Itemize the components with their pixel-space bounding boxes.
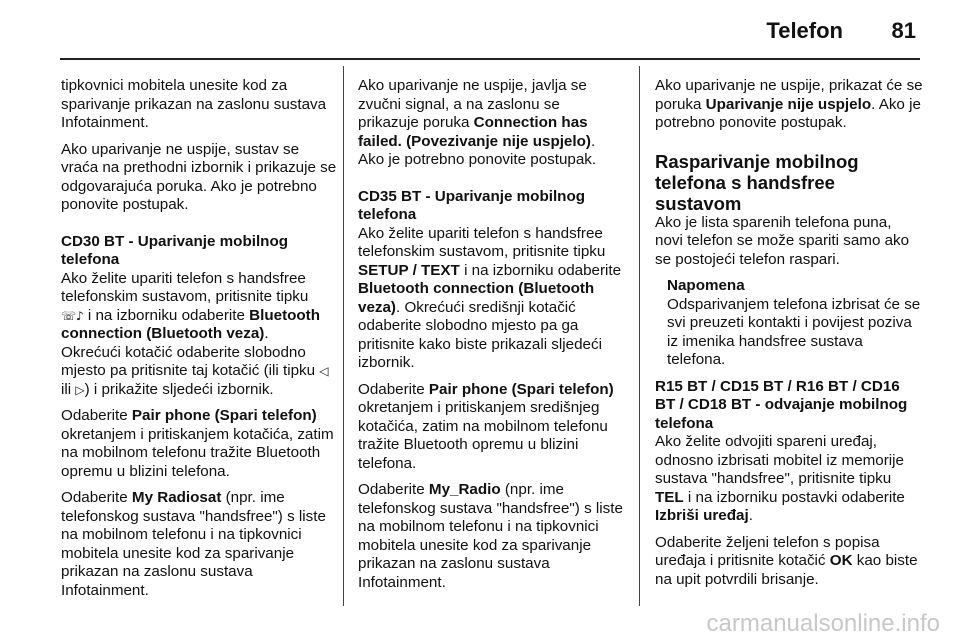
paragraph	[655, 433, 923, 526]
column-2	[358, 77, 624, 600]
text: Odaberite	[358, 481, 429, 498]
text: Odaberite	[358, 380, 429, 398]
section-heading: CD30 BT - Uparivanje mobilnog telefona	[61, 232, 288, 268]
text: Okrećući kotačić odaberite slobodno mjesto pa pritisnite taj kotačić (ili tipku	[61, 343, 320, 379]
column-1	[61, 77, 340, 608]
device-name: My Radiosat	[131, 489, 222, 506]
note-box	[655, 277, 923, 370]
column-3	[655, 77, 923, 597]
menu-item-name: Bluetooth connection (Bluetooth veza)	[358, 280, 595, 316]
text: Odaberite željeni telefon s popisa uređaja i pritisnite kotačić	[655, 533, 880, 569]
button-name: OK	[829, 552, 853, 569]
arrow-left-icon: ◁	[319, 364, 329, 378]
header-divider	[60, 58, 920, 60]
text: Ako želite upariti telefon s handsfree telefonskim sustavom, pritisnite tipku	[358, 224, 606, 260]
paragraph	[655, 77, 923, 133]
text: (npr. ime telefonskog sustava "handsfree") s liste na mobilnom telefonu i na tipkovnici mobitela unesite kod za sparivanje prikazan na zaslonu sustava Infotainment.	[61, 489, 326, 599]
device-name: My_Radio	[428, 481, 501, 498]
button-name: TEL	[655, 488, 684, 506]
paragraph	[358, 77, 624, 170]
text: Odaberite	[61, 489, 132, 506]
paragraph: tipkovnici mobitela unesite kod za sparivanje prikazan na zaslonu sustava Infotainment.	[61, 77, 327, 131]
text: Ako uparivanje ne uspije, prikazat će se poruka	[655, 77, 923, 113]
menu-item-name: Pair phone (Spari telefon)	[131, 407, 317, 424]
page-title: Telefon	[766, 18, 843, 43]
text: .	[264, 325, 269, 342]
paragraph	[61, 407, 340, 481]
menu-item-name: Bluetooth connection (Bluetooth veza)	[61, 306, 321, 342]
message-text: Connection has failed. (Povezivanje nije uspjelo)	[358, 114, 591, 150]
text: Ako uparivanje ne uspije, javlja se zvučni signal, a na zaslonu se prikazuje poruka	[358, 77, 587, 131]
text: . Ako je potrebno ponovite postupak.	[358, 132, 597, 168]
text: . Okrećući središnji kotačić odaberite slobodno mjesto pa ga pritisnite kako biste prikazali sljedeći izbornik.	[358, 298, 602, 371]
section-heading: CD35 BT - Uparivanje mobilnog telefona	[358, 187, 585, 223]
column-divider-2	[639, 66, 640, 606]
text: . Ako je potrebno ponovite postupak.	[655, 95, 921, 131]
text: i na izborniku odaberite	[83, 306, 250, 324]
text: ili	[61, 380, 76, 398]
text: Ako želite odvojiti spareni uređaj, odnosno izbrisati mobitel iz memorije sustava "handsfree", pritisnite tipku	[655, 433, 905, 487]
menu-item-name: Izbriši uređaj	[655, 507, 749, 524]
message-text: Uparivanje nije uspjelo	[705, 95, 872, 113]
button-name: SETUP / TEXT	[358, 261, 460, 279]
paragraph	[61, 489, 340, 600]
note-text: Odsparivanjem telefona izbrisat će se svi preuzeti kontakti i povijest poziva iz imenika handsfree sustava telefona.	[667, 295, 921, 368]
text: Ako želite upariti telefon s handsfree telefonskim sustavom, pritisnite tipku	[61, 269, 309, 305]
paragraph	[358, 481, 624, 592]
section-heading: R15 BT / CD15 BT / R16 BT / CD16 BT / CD18 BT - odvajanje mobilnog telefona	[655, 377, 908, 432]
paragraph	[655, 534, 923, 590]
text: i na izborniku postavki odaberite	[683, 488, 905, 506]
text: .	[748, 507, 753, 524]
column-divider-1	[343, 66, 344, 606]
text: kao biste na upit potvrdili brisanje.	[655, 552, 918, 588]
section-heading: Rasparivanje mobilnog telefona s handsfree sustavom	[655, 150, 859, 214]
watermark: carmanualsonline.info	[706, 610, 940, 637]
paragraph: Ako je lista sparenih telefona puna, novi telefon se može spariti samo ako se postojeći telefon raspari.	[655, 213, 910, 268]
text: i na izborniku odaberite	[459, 261, 622, 279]
menu-item-name: Pair phone (Spari telefon)	[428, 380, 614, 398]
arrow-right-icon: ▷	[75, 382, 85, 397]
note-title: Napomena	[667, 277, 745, 294]
paragraph: Ako uparivanje ne uspije, sustav se vraća na prethodni izbornik i prikazuje se odgovarajuća poruka. Ako je potrebno ponovite postupak.	[61, 140, 337, 213]
text: Odaberite	[61, 407, 132, 424]
text: ) i prikažite sljedeći izbornik.	[84, 380, 274, 398]
text: okretanjem i pritiskanjem središnjeg kotačića, zatim na mobilnom telefonu tražite Bluetooth opremu u blizini telefona.	[358, 399, 608, 472]
phone-music-icon: ☏♪	[61, 308, 84, 323]
text: okretanjem i pritiskanjem kotačića, zatim na mobilnom telefonu tražite Bluetooth opremu u blizini telefona.	[61, 425, 334, 480]
paragraph	[61, 270, 340, 344]
paragraph	[61, 344, 340, 400]
paragraph	[358, 381, 624, 474]
paragraph	[358, 225, 624, 373]
text: (npr. ime telefonskog sustava "handsfree") s liste na mobilnom telefonu i na tipkovnici mobitela unesite kod za sparivanje prikazan na zaslonu sustava Infotainment.	[358, 481, 623, 591]
page-number: 81	[891, 18, 916, 43]
